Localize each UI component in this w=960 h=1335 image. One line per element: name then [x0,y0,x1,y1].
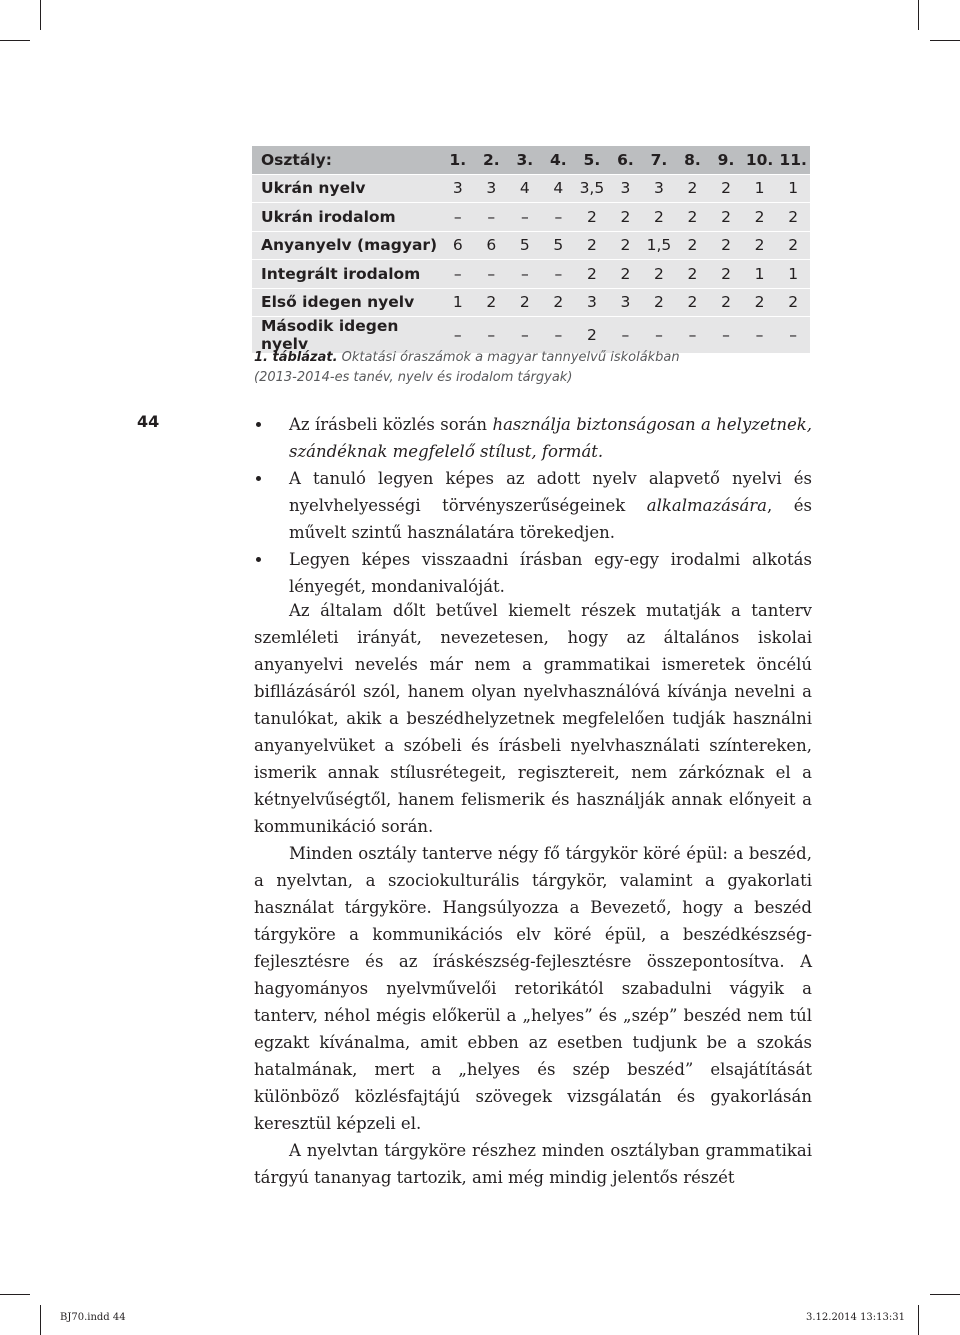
table-header-row [252,146,810,174]
crop-mark [930,1294,960,1295]
table-cell: 2 [575,317,609,354]
bullet-item [254,546,812,600]
table-cell: 1 [776,174,810,203]
footer-timestamp: 3.12.2014 13:13:31 [806,1312,905,1323]
table-cell: – [441,317,475,354]
table-cell: 3 [441,174,475,203]
table-cell: – [475,317,509,354]
table-cell: – [508,260,542,289]
bullet-emphasis: használja biztonságosan a helyzetnek, szándéknak megfelelő stílust, formát. [289,415,813,461]
table-cell: 4 [508,174,542,203]
table-cell: – [542,317,576,354]
table-row [252,231,810,260]
lesson-hours-table [252,146,810,354]
table-cell: 2 [676,231,710,260]
table-cell: 2 [642,288,676,317]
table-cell: 2 [743,288,777,317]
crop-mark [40,1305,41,1335]
table-cell: 2 [776,288,810,317]
table-cell: – [642,317,676,354]
table-cell: – [542,203,576,232]
table-cell: 2 [676,174,710,203]
table-cell: 2 [609,231,643,260]
table-column-header: 5. [575,146,609,174]
table-cell: 1 [776,260,810,289]
crop-mark [0,40,30,41]
table-column-header: 7. [642,146,676,174]
table-column-header: 1. [441,146,475,174]
table-cell: 3 [475,174,509,203]
table-cell: 2 [776,203,810,232]
table-cell: – [743,317,777,354]
bullet-item [254,411,812,465]
table-cell: – [709,317,743,354]
table-column-header: 2. [475,146,509,174]
table-column-header: 3. [508,146,542,174]
page-number: 44 [137,412,160,431]
table-cell: – [776,317,810,354]
row-label: Integrált irodalom [252,260,441,289]
row-label: Ukrán irodalom [252,203,441,232]
table-cell: 5 [508,231,542,260]
caption-label: 1. táblázat. [254,350,338,365]
table-cell: 2 [676,203,710,232]
table-cell: – [508,203,542,232]
table-cell: 2 [609,203,643,232]
table-column-header: 9. [709,146,743,174]
table-cell: 6 [475,231,509,260]
bullet-list [254,411,812,600]
table-header-label: Osztály: [252,146,441,174]
table-cell: – [609,317,643,354]
caption-text-2: (2013-2014-es tanév, nyelv és irodalom tárgyak) [254,370,573,385]
crop-mark [918,0,919,30]
table-cell: 2 [508,288,542,317]
table-cell: 5 [542,231,576,260]
row-label: Ukrán nyelv [252,174,441,203]
crop-mark [918,1305,919,1335]
table-cell: 6 [441,231,475,260]
table-cell: 2 [743,203,777,232]
table-cell: – [475,203,509,232]
row-label: Anyanyelv (magyar) [252,231,441,260]
footer-file: BJ70.indd 44 [60,1312,126,1323]
crop-mark [40,0,41,30]
table-cell: – [441,260,475,289]
bullet-item [254,465,812,546]
table-cell: 3,5 [575,174,609,203]
table-row [252,288,810,317]
table-cell: 2 [709,231,743,260]
table-cell: 2 [475,288,509,317]
table-cell: – [475,260,509,289]
crop-mark [930,40,960,41]
table-column-header: 8. [676,146,710,174]
table-row [252,203,810,232]
table-cell: 2 [709,260,743,289]
table-cell: 2 [743,231,777,260]
bullet-emphasis: alkalmazására [646,496,768,515]
bullet-text: , és művelt szintű használatára törekedjen. [289,496,812,542]
bullet-icon [256,557,261,562]
table-cell: 3 [642,174,676,203]
table-row [252,260,810,289]
table-cell: 1,5 [642,231,676,260]
table-cell: – [542,260,576,289]
table-cell: 2 [542,288,576,317]
table-cell: 2 [575,231,609,260]
row-label: Első idegen nyelv [252,288,441,317]
table-cell: 2 [676,288,710,317]
table-cell: 2 [609,260,643,289]
table-column-header: 4. [542,146,576,174]
paragraph: Az általam dőlt betűvel kiemelt részek mutatják a tanterv szemléleti irányát, nevezetesen, hogy az általános iskolai anyanyelvi nevelés már nem a grammatikai ismeretek öncélú bifllázásáról szól, hanem olyan nyelvhasználóvá kívánja nevelni a tanulókat, akik a beszédhelyzetnek megfelelően tudják használni anyanyelvüket a szóbeli és írásbeli nyelvhasználati színtereken, ismerik annak stílusrétegeit, regisztereit, nem zárkóznak el a kétnyelvűségtől, hanem felismerik és használják annak előnyeit a kommunikáció során. [254,601,812,836]
table-cell: 2 [709,288,743,317]
table-cell: 1 [743,260,777,289]
paragraph: A nyelvtan tárgyköre részhez minden osztályban grammatikai tárgyú tananyag tartozik, ami még mindig jelentős részét [254,1141,812,1187]
bullet-text: Az írásbeli közlés során [289,415,493,434]
table-cell: 3 [609,288,643,317]
table-cell: 2 [575,203,609,232]
table-cell: – [508,317,542,354]
table-row [252,174,810,203]
table-column-header: 11. [776,146,810,174]
paragraph: Minden osztály tanterve négy fő tárgykör köré épül: a beszéd, a nyelvtan, a szociokulturális tárgykör, valamint a gyakorlati használat tárgyköre. Hangsúlyozza a Bevezető, hogy a beszéd tárgyköre a kommunikációs elv köré épül, a beszédkészség-fejlesztésre és az íráskészség-fejlesztésre összepontosítva. A hagyományos nyelvművelői retorikától szabadulni vágyik a tanterv, néhol mégis előkerül a „helyes” és „szép” beszéd nem túl egzakt kívánalma, amit ebben az esetben tudjunk be a szokás hatalmának, mert a „helyes és szép beszéd” elsajátítását különböző közlésfajtájú szövegek vizsgálatán és gyakorlásán keresztül képzeli el. [254,844,812,1133]
bullet-text: A tanuló legyen képes az adott nyelv alapvető nyelvi és nyelvhelyességi törvényszerűségeinek [289,469,812,515]
table-cell: 2 [709,174,743,203]
table-cell: 3 [575,288,609,317]
table-cell: 1 [743,174,777,203]
table-cell: 2 [642,203,676,232]
body-text [254,597,812,1191]
table-cell: 2 [709,203,743,232]
crop-mark [0,1294,30,1295]
table-cell: 4 [542,174,576,203]
row-label: Második idegen nyelv [252,317,441,354]
table-cell: 2 [575,260,609,289]
table-cell: 2 [642,260,676,289]
table-column-header: 6. [609,146,643,174]
table-column-header: 10. [743,146,777,174]
table-cell: 2 [776,231,810,260]
bullet-icon [256,476,261,481]
table-caption [254,348,814,388]
table-cell: – [676,317,710,354]
table-cell: – [441,203,475,232]
table-cell: 3 [609,174,643,203]
caption-text: Oktatási óraszámok a magyar tannyelvű iskolákban [341,350,680,365]
bullet-text: Legyen képes visszaadni írásban egy-egy irodalmi alkotás lényegét, mondanivalóját. [289,550,812,596]
table-cell: 1 [441,288,475,317]
bullet-icon [256,422,261,427]
table-cell: 2 [676,260,710,289]
